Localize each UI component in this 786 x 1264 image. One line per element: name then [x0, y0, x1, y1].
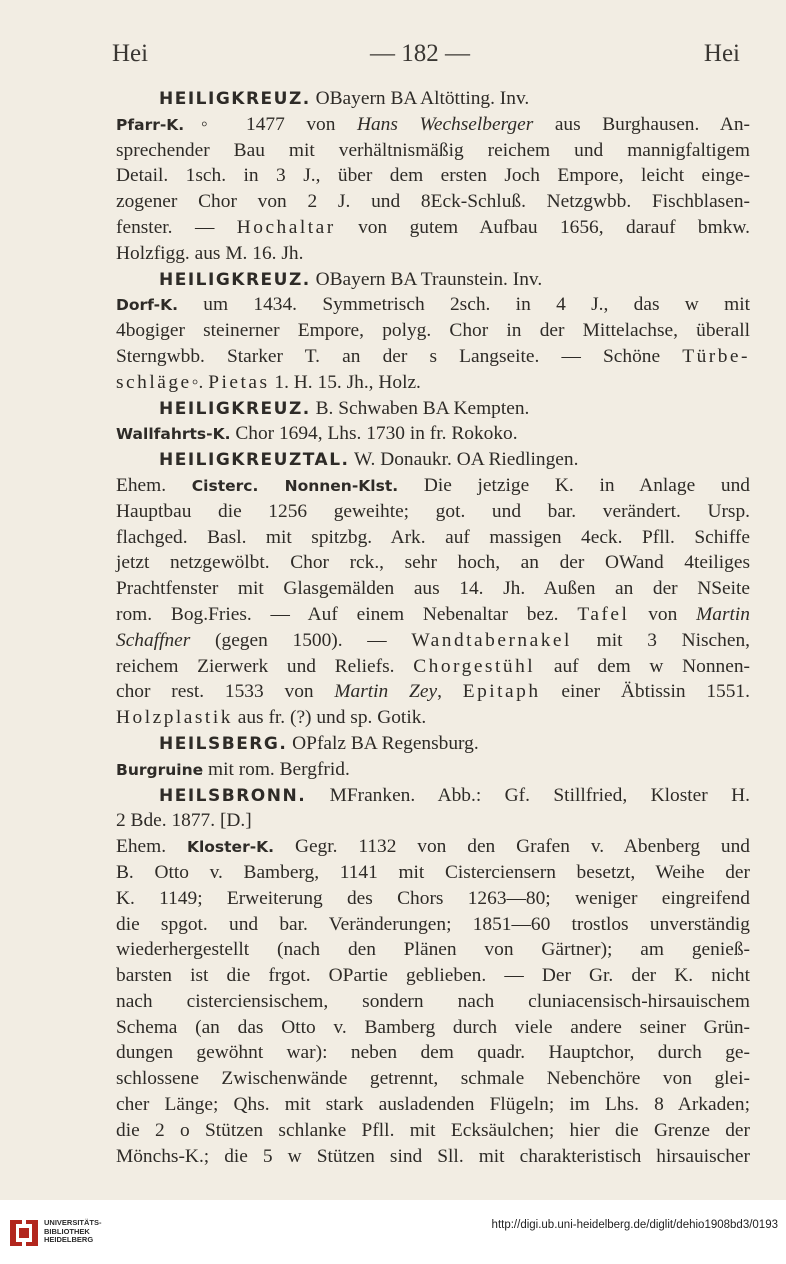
- page-number: — 182 —: [370, 40, 470, 67]
- text-segment: Pietas: [208, 371, 270, 393]
- text-line: [116, 654, 750, 680]
- text-line: [116, 1066, 750, 1092]
- footer-bar: [0, 1200, 786, 1264]
- text-line: [116, 370, 750, 396]
- text-line: [116, 886, 750, 912]
- text-segment: Detail. 1sch. in 3 J., über dem ersten Joch Empore, leicht einge-: [116, 165, 750, 187]
- text-segment: um 1434. Symmetrisch 2sch. in 4 J., das w mit: [177, 294, 750, 316]
- text-line: [116, 989, 750, 1015]
- text-segment: 1. H. 15. Jh., Holz.: [269, 371, 421, 393]
- text-line: [116, 1015, 750, 1041]
- text-segment: K. 1149; Erweiterung des Chors 1263—80; weniger eingreifend: [116, 887, 750, 909]
- text-segment: ◦.: [191, 371, 209, 393]
- entry-headword: HEILIGKREUZ.: [159, 89, 311, 109]
- text-segment: Epitaph: [462, 681, 541, 703]
- text-segment: MFranken. Abb.: Gf. Stillfried, Kloster H.: [306, 784, 750, 806]
- text-line: [116, 860, 750, 886]
- body-text: [116, 86, 750, 1169]
- text-segment: mit 3 Nischen,: [571, 629, 751, 651]
- text-segment: fenster. —: [116, 216, 237, 238]
- text-line: [116, 834, 750, 860]
- entry-headword: HEILSBERG.: [159, 733, 288, 754]
- text-segment: aus Burghausen. An-: [533, 113, 750, 135]
- text-segment: von: [629, 603, 697, 625]
- text-segment: Tafel: [577, 603, 630, 625]
- text-segment: Schema (an das Otto v. Bamberg durch viele andere seiner Grün-: [116, 1016, 750, 1038]
- entry-headword: HEILIGKREUZ.: [159, 269, 311, 290]
- text-segment: chor rest. 1533 von: [116, 681, 335, 703]
- text-segment: sprechender Bau mit verhältnismäßig reichem und mannigfaltigem: [116, 139, 750, 161]
- text-segment: reichem Zierwerk und Reliefs.: [116, 655, 414, 677]
- header-left: Hei: [112, 40, 149, 67]
- text-segment: aus fr. (?) und sp. Gotik.: [232, 707, 427, 729]
- text-line: [116, 189, 750, 215]
- text-segment: von gutem Aufbau 1656, darauf bmkw.: [335, 216, 750, 238]
- text-segment: Cisterc. Nonnen-Klst.: [191, 476, 399, 495]
- text-segment: Kloster-K.: [186, 838, 275, 857]
- text-segment: rom. Bog.Fries. — Auf einem Nebenaltar bez.: [116, 603, 578, 625]
- entry-headword: HEILSBRONN.: [159, 785, 307, 806]
- text-segment: Schaffner: [116, 629, 191, 651]
- source-url-link[interactable]: http://digi.ub.uni-heidelberg.de/diglit/dehio1908bd3/0193: [491, 1219, 778, 1231]
- text-line: [116, 757, 750, 783]
- text-segment: Gegr. 1132 von den Grafen v. Abenberg und: [274, 836, 750, 858]
- text-line: [116, 525, 750, 551]
- text-line: [116, 112, 750, 138]
- text-line: [116, 421, 750, 447]
- text-segment: 2 Bde. 1877. [D.]: [116, 810, 252, 832]
- text-segment: barsten ist die frgot. OPartie geblieben. — Der Gr. der K. nicht: [116, 965, 750, 987]
- text-segment: schlossene Zwischenwände getrennt, schmale Nebenchöre von glei-: [116, 1068, 750, 1090]
- running-header: [112, 40, 740, 74]
- text-segment: Ehem.: [116, 836, 187, 858]
- text-segment: einer Äbtissin 1551.: [540, 681, 750, 703]
- text-segment: W. Donaukr. OA Riedlingen.: [349, 449, 579, 471]
- text-segment: dungen gewöhnt war): neben dem quadr. Hauptchor, durch ge-: [116, 1042, 750, 1064]
- text-line: [116, 783, 750, 809]
- text-line: [116, 292, 750, 318]
- text-segment: Mönchs-K.; die 5 w Stützen sind Sll. mit charakteristisch hirsauischer: [116, 1145, 750, 1167]
- text-line: [116, 267, 750, 293]
- text-segment: Sterngwbb. Starker T. an der s Langseite. — Schöne: [116, 345, 683, 367]
- text-segment: OPfalz BA Regensburg.: [287, 732, 479, 754]
- text-segment: Wandtabernakel: [411, 629, 572, 651]
- text-line: [116, 344, 750, 370]
- text-line: [116, 396, 750, 422]
- text-segment: nach cisterciensischem, sondern nach cluniacensisch-hirsauischem: [116, 990, 750, 1012]
- text-segment: die spgot. und bar. Veränderungen; 1851—60 trostlos unverständig: [116, 913, 750, 935]
- text-segment: B. Otto v. Bamberg, 1141 mit Cisterciensern besetzt, Weihe der: [116, 861, 750, 883]
- text-segment: Holzplastik: [116, 707, 233, 729]
- text-line: [116, 473, 750, 499]
- text-line: [116, 163, 750, 189]
- text-line: [116, 215, 750, 241]
- text-segment: OBayern BA Traunstein. Inv.: [310, 268, 543, 290]
- library-name-line: UNIVERSITÄTS-: [44, 1218, 102, 1227]
- text-segment: jetzt netzgewölbt. Chor rck., sehr hoch, an der OWand 4teiliges: [116, 552, 750, 574]
- text-segment: Burgruine: [116, 760, 204, 779]
- text-segment: flachged. Basl. mit spitzbg. Ark. auf massigen 4eck. Pfll. Schiffe: [116, 526, 750, 548]
- text-segment: Hochaltar: [236, 216, 336, 238]
- text-line: [116, 318, 750, 344]
- library-name[interactable]: [44, 1219, 102, 1245]
- text-segment: Pfarr-K.: [116, 115, 185, 134]
- text-segment: OBayern BA Altötting. Inv.: [310, 88, 530, 109]
- text-segment: ,: [437, 681, 463, 703]
- text-line: [116, 602, 750, 628]
- text-segment: cher Länge; Qhs. mit stark ausladenden Flügeln; im Lhs. 8 Arkaden;: [116, 1094, 750, 1116]
- text-line: [116, 808, 750, 834]
- text-segment: die 2 o Stützen schlanke Pfll. mit Ecksäulchen; hier die Grenze der: [116, 1119, 750, 1141]
- text-line: [116, 731, 750, 757]
- text-line: [116, 550, 750, 576]
- text-line: [116, 679, 750, 705]
- text-segment: (gegen 1500). —: [190, 629, 412, 651]
- text-segment: auf dem w Nonnen-: [535, 655, 750, 677]
- text-segment: Prachtfenster mit Glasgemälden aus 14. Jh. Außen an der NSeite: [116, 578, 750, 600]
- entry-headword: HEILIGKREUZTAL.: [159, 450, 350, 471]
- text-line: [116, 138, 750, 164]
- text-segment: Chor 1694, Lhs. 1730 in fr. Rokoko.: [230, 423, 518, 445]
- text-line: [116, 937, 750, 963]
- text-segment: zogener Chor von 2 J. und 8Eck-Schluß. Netzgwbb. Fischblasen-: [116, 191, 750, 213]
- header-right: Hei: [703, 40, 740, 67]
- text-segment: Hauptbau die 1256 geweihte; got. und bar. verändert. Ursp.: [116, 500, 750, 522]
- text-segment: mit rom. Bergfrid.: [203, 758, 350, 780]
- text-segment: ◦ 1477 von: [184, 113, 357, 135]
- text-line: [116, 1144, 750, 1170]
- text-line: [116, 705, 750, 731]
- library-name-line: BIBLIOTHEK: [44, 1226, 90, 1236]
- text-segment: wiederhergestellt (nach den Plänen von Gärtner); am genieß-: [116, 939, 750, 961]
- library-name-line: HEIDELBERG: [44, 1235, 94, 1244]
- text-segment: Hans Wechselberger: [356, 113, 534, 135]
- text-segment: Türbe-: [682, 345, 750, 367]
- text-line: [116, 1092, 750, 1118]
- text-segment: Die jetzige K. in Anlage und: [398, 474, 750, 496]
- text-segment: 4bogiger steinerner Empore, polyg. Chor in der Mittelachse, überall: [116, 320, 750, 342]
- text-line: [116, 447, 750, 473]
- text-segment: Martin Zey: [334, 681, 438, 703]
- text-line: [116, 963, 750, 989]
- text-line: [116, 628, 750, 654]
- text-segment: Dorf-K.: [116, 296, 178, 315]
- text-line: [116, 576, 750, 602]
- library-logo-icon[interactable]: [8, 1218, 40, 1248]
- text-segment: B. Schwaben BA Kempten.: [310, 397, 530, 419]
- text-line: [116, 1118, 750, 1144]
- text-segment: Martin: [696, 603, 751, 625]
- text-line: [116, 912, 750, 938]
- text-segment: Chorgestühl: [413, 655, 536, 677]
- text-segment: schläge: [116, 371, 192, 393]
- text-line: [116, 241, 750, 267]
- text-line: [116, 499, 750, 525]
- entry-headword: HEILIGKREUZ.: [159, 398, 311, 419]
- text-segment: Ehem.: [116, 474, 192, 496]
- text-segment: Wallfahrts-K.: [116, 425, 231, 444]
- text-line: [116, 1040, 750, 1066]
- text-line: [116, 86, 750, 112]
- text-segment: Holzfigg. aus M. 16. Jh.: [116, 242, 304, 264]
